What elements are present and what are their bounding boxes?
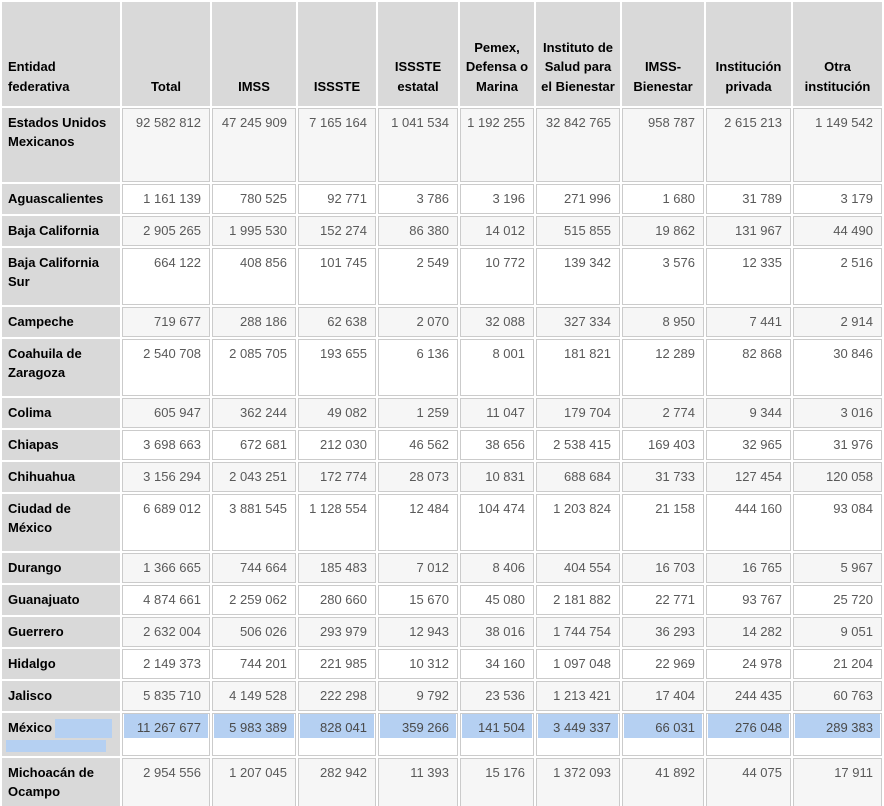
data-cell: 12 943 bbox=[378, 617, 458, 647]
data-cell: 152 274 bbox=[298, 216, 376, 246]
data-cell: 82 868 bbox=[706, 339, 791, 396]
data-cell: 3 016 bbox=[793, 398, 882, 428]
data-cell: 21 158 bbox=[622, 494, 704, 551]
column-header: IMSS-Bienestar bbox=[622, 2, 704, 106]
row-label-cell: Chihuahua bbox=[2, 462, 120, 492]
column-header: ISSSTE estatal bbox=[378, 2, 458, 106]
data-cell: 104 474 bbox=[460, 494, 534, 551]
data-cell: 21 204 bbox=[793, 649, 882, 679]
table-row-selected bbox=[2, 713, 882, 756]
data-cell: 2 540 708 bbox=[122, 339, 210, 396]
selection-highlight bbox=[55, 719, 112, 738]
data-cell: 8 950 bbox=[622, 307, 704, 337]
data-cell: 38 016 bbox=[460, 617, 534, 647]
data-cell: 10 312 bbox=[378, 649, 458, 679]
data-cell: 744 664 bbox=[212, 553, 296, 583]
table-row bbox=[2, 307, 882, 337]
data-cell: 93 767 bbox=[706, 585, 791, 615]
data-cell: 47 245 909 bbox=[212, 108, 296, 182]
table-row bbox=[2, 108, 882, 182]
data-cell: 60 763 bbox=[793, 681, 882, 711]
table-body bbox=[2, 108, 882, 806]
data-cell: 2 043 251 bbox=[212, 462, 296, 492]
data-cell: 31 976 bbox=[793, 430, 882, 460]
data-cell: 4 874 661 bbox=[122, 585, 210, 615]
column-header: Institución privada bbox=[706, 2, 791, 106]
data-cell bbox=[122, 713, 210, 756]
table-row bbox=[2, 758, 882, 806]
data-cell: 515 855 bbox=[536, 216, 620, 246]
column-header: Otra institución bbox=[793, 2, 882, 106]
data-cell: 221 985 bbox=[298, 649, 376, 679]
data-cell: 14 282 bbox=[706, 617, 791, 647]
data-cell: 362 244 bbox=[212, 398, 296, 428]
selection-highlight: 276 048 bbox=[708, 714, 789, 738]
table-row bbox=[2, 184, 882, 214]
data-cell: 1 372 093 bbox=[536, 758, 620, 806]
data-cell: 5 835 710 bbox=[122, 681, 210, 711]
data-cell: 181 821 bbox=[536, 339, 620, 396]
data-cell: 30 846 bbox=[793, 339, 882, 396]
data-cell bbox=[378, 713, 458, 756]
column-header: Entidad federativa bbox=[2, 2, 120, 106]
data-cell: 2 549 bbox=[378, 248, 458, 305]
data-cell: 2 181 882 bbox=[536, 585, 620, 615]
data-cell: 1 213 421 bbox=[536, 681, 620, 711]
data-cell: 10 772 bbox=[460, 248, 534, 305]
data-cell: 2 085 705 bbox=[212, 339, 296, 396]
data-cell: 4 149 528 bbox=[212, 681, 296, 711]
row-label-cell: Guanajuato bbox=[2, 585, 120, 615]
data-cell: 2 259 062 bbox=[212, 585, 296, 615]
data-cell: 31 733 bbox=[622, 462, 704, 492]
data-cell: 327 334 bbox=[536, 307, 620, 337]
data-cell: 2 538 415 bbox=[536, 430, 620, 460]
data-cell: 1 128 554 bbox=[298, 494, 376, 551]
data-cell: 3 196 bbox=[460, 184, 534, 214]
data-cell: 169 403 bbox=[622, 430, 704, 460]
data-cell: 7 441 bbox=[706, 307, 791, 337]
row-label-cell bbox=[2, 713, 120, 756]
column-header: Pemex, Defensa o Marina bbox=[460, 2, 534, 106]
table-row bbox=[2, 649, 882, 679]
data-cell: 3 698 663 bbox=[122, 430, 210, 460]
data-cell: 41 892 bbox=[622, 758, 704, 806]
table-row bbox=[2, 430, 882, 460]
row-label-cell: Guerrero bbox=[2, 617, 120, 647]
data-cell: 23 536 bbox=[460, 681, 534, 711]
data-cell: 958 787 bbox=[622, 108, 704, 182]
row-label-cell: Coahuila de Zaragoza bbox=[2, 339, 120, 396]
data-cell: 36 293 bbox=[622, 617, 704, 647]
data-cell: 404 554 bbox=[536, 553, 620, 583]
row-label-cell: Durango bbox=[2, 553, 120, 583]
data-cell: 1 680 bbox=[622, 184, 704, 214]
row-label-cell: Michoacán de Ocampo bbox=[2, 758, 120, 806]
data-cell: 1 149 542 bbox=[793, 108, 882, 182]
data-cell: 9 344 bbox=[706, 398, 791, 428]
data-cell: 22 771 bbox=[622, 585, 704, 615]
row-label-cell: Baja California bbox=[2, 216, 120, 246]
data-cell: 93 084 bbox=[793, 494, 882, 551]
data-cell: 7 012 bbox=[378, 553, 458, 583]
row-label-cell: Colima bbox=[2, 398, 120, 428]
data-cell: 5 967 bbox=[793, 553, 882, 583]
data-cell: 172 774 bbox=[298, 462, 376, 492]
data-cell: 127 454 bbox=[706, 462, 791, 492]
table-row bbox=[2, 494, 882, 551]
data-cell: 1 995 530 bbox=[212, 216, 296, 246]
data-cell: 2 070 bbox=[378, 307, 458, 337]
data-cell: 2 615 213 bbox=[706, 108, 791, 182]
data-cell: 9 051 bbox=[793, 617, 882, 647]
data-cell: 92 771 bbox=[298, 184, 376, 214]
column-header: Instituto de Salud para el Bienestar bbox=[536, 2, 620, 106]
data-cell: 719 677 bbox=[122, 307, 210, 337]
data-cell: 16 703 bbox=[622, 553, 704, 583]
selection-highlight: 359 266 bbox=[380, 714, 456, 738]
data-cell: 32 088 bbox=[460, 307, 534, 337]
data-cell: 17 911 bbox=[793, 758, 882, 806]
data-cell: 1 097 048 bbox=[536, 649, 620, 679]
data-cell: 288 186 bbox=[212, 307, 296, 337]
table-row bbox=[2, 553, 882, 583]
data-cell: 28 073 bbox=[378, 462, 458, 492]
data-cell: 10 831 bbox=[460, 462, 534, 492]
data-cell: 672 681 bbox=[212, 430, 296, 460]
data-cell: 2 516 bbox=[793, 248, 882, 305]
data-cell: 605 947 bbox=[122, 398, 210, 428]
data-cell bbox=[622, 713, 704, 756]
data-cell: 7 165 164 bbox=[298, 108, 376, 182]
table-row bbox=[2, 462, 882, 492]
selection-highlight: 141 504 bbox=[462, 714, 532, 738]
data-cell: 280 660 bbox=[298, 585, 376, 615]
selection-highlight: 828 041 bbox=[300, 714, 374, 738]
data-cell: 11 047 bbox=[460, 398, 534, 428]
data-cell: 44 075 bbox=[706, 758, 791, 806]
data-cell: 86 380 bbox=[378, 216, 458, 246]
data-cell: 62 638 bbox=[298, 307, 376, 337]
data-cell: 1 161 139 bbox=[122, 184, 210, 214]
data-cell: 688 684 bbox=[536, 462, 620, 492]
selection-highlight: 11 267 677 bbox=[124, 714, 208, 738]
table-row bbox=[2, 585, 882, 615]
data-cell: 408 856 bbox=[212, 248, 296, 305]
data-cell: 38 656 bbox=[460, 430, 534, 460]
data-cell: 12 484 bbox=[378, 494, 458, 551]
data-cell: 2 905 265 bbox=[122, 216, 210, 246]
data-cell: 6 136 bbox=[378, 339, 458, 396]
data-cell bbox=[706, 713, 791, 756]
table-row bbox=[2, 216, 882, 246]
data-cell: 49 082 bbox=[298, 398, 376, 428]
data-cell: 17 404 bbox=[622, 681, 704, 711]
data-cell: 16 765 bbox=[706, 553, 791, 583]
data-cell: 12 289 bbox=[622, 339, 704, 396]
selection-highlight: 5 983 389 bbox=[214, 714, 294, 738]
data-cell: 131 967 bbox=[706, 216, 791, 246]
data-cell: 3 156 294 bbox=[122, 462, 210, 492]
data-cell: 45 080 bbox=[460, 585, 534, 615]
table-row bbox=[2, 248, 882, 305]
data-cell: 3 881 545 bbox=[212, 494, 296, 551]
column-header: IMSS bbox=[212, 2, 296, 106]
row-label-cell: Campeche bbox=[2, 307, 120, 337]
data-cell: 744 201 bbox=[212, 649, 296, 679]
data-cell: 14 012 bbox=[460, 216, 534, 246]
data-cell: 244 435 bbox=[706, 681, 791, 711]
data-cell: 664 122 bbox=[122, 248, 210, 305]
data-cell: 31 789 bbox=[706, 184, 791, 214]
data-cell: 11 393 bbox=[378, 758, 458, 806]
data-cell: 271 996 bbox=[536, 184, 620, 214]
data-cell: 1 744 754 bbox=[536, 617, 620, 647]
header-row bbox=[2, 2, 882, 106]
data-cell bbox=[212, 713, 296, 756]
data-cell: 19 862 bbox=[622, 216, 704, 246]
data-cell: 44 490 bbox=[793, 216, 882, 246]
data-cell bbox=[536, 713, 620, 756]
data-cell: 1 203 824 bbox=[536, 494, 620, 551]
data-cell: 6 689 012 bbox=[122, 494, 210, 551]
table-row bbox=[2, 339, 882, 396]
data-cell: 212 030 bbox=[298, 430, 376, 460]
table-header bbox=[2, 2, 882, 106]
data-cell: 2 914 bbox=[793, 307, 882, 337]
data-cell: 32 965 bbox=[706, 430, 791, 460]
data-cell: 8 001 bbox=[460, 339, 534, 396]
data-cell: 506 026 bbox=[212, 617, 296, 647]
row-label-cell: Jalisco bbox=[2, 681, 120, 711]
column-header: Total bbox=[122, 2, 210, 106]
data-cell: 34 160 bbox=[460, 649, 534, 679]
data-cell: 24 978 bbox=[706, 649, 791, 679]
data-cell: 12 335 bbox=[706, 248, 791, 305]
data-cell: 3 786 bbox=[378, 184, 458, 214]
data-cell: 9 792 bbox=[378, 681, 458, 711]
data-cell bbox=[298, 713, 376, 756]
selection-highlight bbox=[6, 740, 106, 752]
data-cell: 25 720 bbox=[793, 585, 882, 615]
data-cell: 2 632 004 bbox=[122, 617, 210, 647]
data-cell: 1 192 255 bbox=[460, 108, 534, 182]
data-cell: 1 207 045 bbox=[212, 758, 296, 806]
data-cell bbox=[793, 713, 882, 756]
data-cell bbox=[460, 713, 534, 756]
data-cell: 15 176 bbox=[460, 758, 534, 806]
data-cell: 179 704 bbox=[536, 398, 620, 428]
row-label-cell: Estados Unidos Mexicanos bbox=[2, 108, 120, 182]
data-cell: 3 179 bbox=[793, 184, 882, 214]
data-cell: 46 562 bbox=[378, 430, 458, 460]
data-cell: 92 582 812 bbox=[122, 108, 210, 182]
data-cell: 139 342 bbox=[536, 248, 620, 305]
selection-highlight: 289 383 bbox=[795, 714, 880, 738]
row-label-cell: Hidalgo bbox=[2, 649, 120, 679]
data-cell: 444 160 bbox=[706, 494, 791, 551]
row-label-cell: Baja California Sur bbox=[2, 248, 120, 305]
row-label: México bbox=[8, 720, 53, 735]
table-row bbox=[2, 398, 882, 428]
data-cell: 2 149 373 bbox=[122, 649, 210, 679]
column-header: ISSSTE bbox=[298, 2, 376, 106]
row-label-cell: Ciudad de México bbox=[2, 494, 120, 551]
data-cell: 282 942 bbox=[298, 758, 376, 806]
data-cell: 193 655 bbox=[298, 339, 376, 396]
data-cell: 22 969 bbox=[622, 649, 704, 679]
selection-highlight: 3 449 337 bbox=[538, 714, 618, 738]
data-cell: 120 058 bbox=[793, 462, 882, 492]
data-cell: 780 525 bbox=[212, 184, 296, 214]
data-cell: 1 366 665 bbox=[122, 553, 210, 583]
row-label-cell: Chiapas bbox=[2, 430, 120, 460]
data-cell: 185 483 bbox=[298, 553, 376, 583]
data-cell: 3 576 bbox=[622, 248, 704, 305]
data-cell: 101 745 bbox=[298, 248, 376, 305]
data-cell: 2 774 bbox=[622, 398, 704, 428]
data-cell: 222 298 bbox=[298, 681, 376, 711]
data-cell: 32 842 765 bbox=[536, 108, 620, 182]
table-row bbox=[2, 681, 882, 711]
data-cell: 293 979 bbox=[298, 617, 376, 647]
data-cell: 15 670 bbox=[378, 585, 458, 615]
data-cell: 1 041 534 bbox=[378, 108, 458, 182]
data-cell: 8 406 bbox=[460, 553, 534, 583]
table-row bbox=[2, 617, 882, 647]
data-cell: 1 259 bbox=[378, 398, 458, 428]
row-label-cell: Aguascalientes bbox=[2, 184, 120, 214]
data-cell: 2 954 556 bbox=[122, 758, 210, 806]
selection-highlight: 66 031 bbox=[624, 714, 702, 738]
